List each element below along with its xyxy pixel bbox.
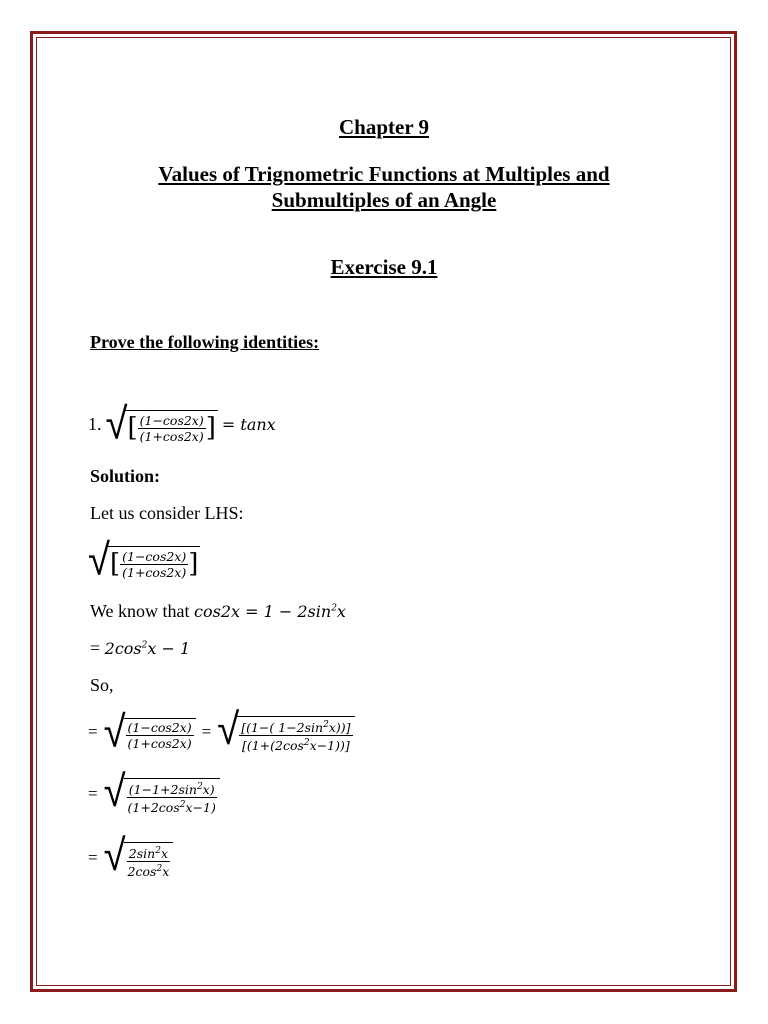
sqrt-expression: √ [ $\frac{(1-\cos 2x)}{(1+\cos 2x)}$ ] — [105, 398, 216, 450]
problem-1 — [88, 398, 276, 450]
know-formula: $\cos 2x = 1 - 2\sin^2x$ — [194, 602, 346, 621]
lhs-expression: √ [ $\frac{(1-\cos 2x)}{(1+\cos 2x)}$ ] — [88, 534, 199, 586]
denominator: (1+cos2x) — [139, 428, 204, 444]
numerator: (1−cos2x) — [139, 412, 204, 428]
consider-text: Let us consider LHS: — [90, 503, 244, 523]
know-text: We know that — [90, 601, 190, 621]
rhs: = tanx — [221, 414, 276, 434]
alt-line: = $2\cos^2x - 1$ — [90, 638, 191, 658]
solution-label: Solution: — [90, 466, 161, 486]
numerator: (1−cos2x) — [122, 548, 187, 564]
know-line — [90, 601, 346, 622]
title-line-2: Submultiples of an Angle — [271, 188, 497, 212]
step-3: = √ $\frac{2\sin^2x}{2\cos^2x}$ — [88, 836, 173, 879]
step-1: = √ $\frac{(1-\cos 2x)}{(1+\cos 2x)}$ = √ $\frac{[(1-( 1-2\sin^2x))]}{[(1+(2\cos^2x-1))]}$ — [88, 710, 355, 753]
instruction: Prove the following identities: — [90, 332, 320, 352]
title-line-1: Values of Trignometric Functions at Multiples and — [158, 162, 610, 186]
problem-number: 1. — [88, 413, 102, 434]
step-2: = √ $\frac{(1-1+2\sin^2x)}{(1+2\cos^2x-1)}$ — [88, 772, 220, 815]
exercise-heading: Exercise 9.1 — [330, 255, 438, 279]
so-text: So, — [90, 675, 114, 695]
alt-formula: $2\cos^2x - 1$ — [104, 639, 191, 658]
denominator: (1+cos2x) — [122, 564, 187, 580]
chapter-heading: Chapter 9 — [338, 115, 430, 139]
